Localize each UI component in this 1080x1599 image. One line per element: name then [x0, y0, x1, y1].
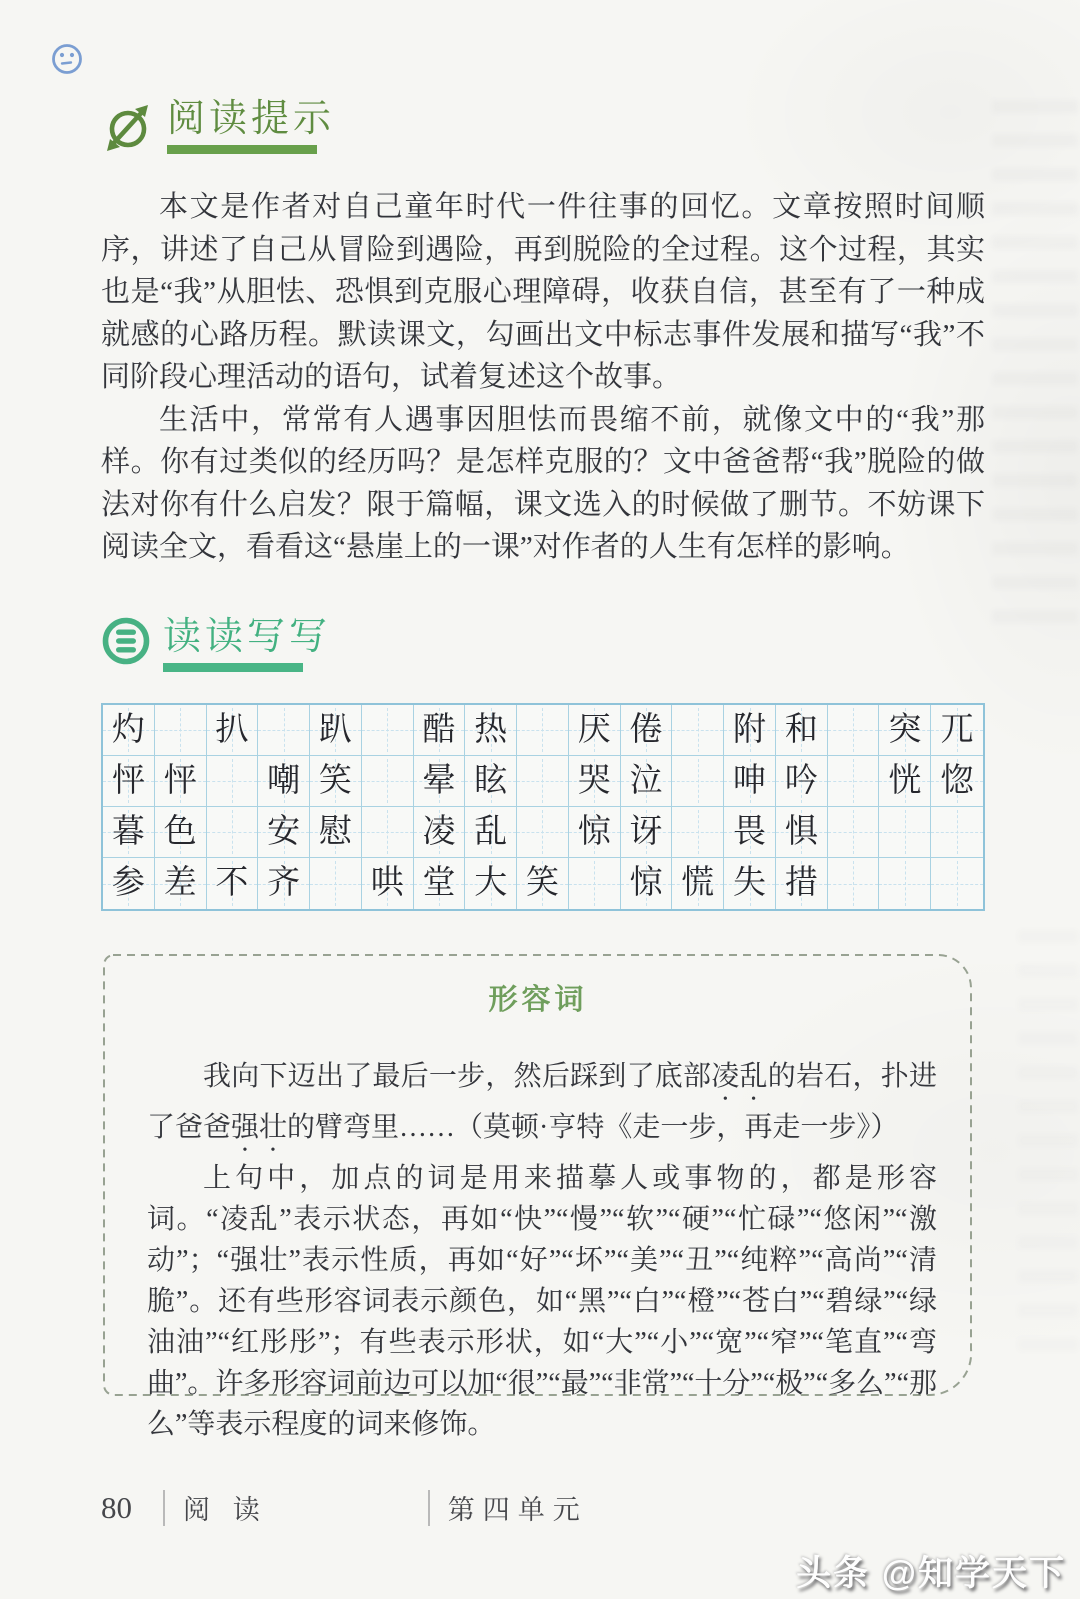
- grid-cell: [879, 858, 931, 909]
- grid-cell: [672, 756, 724, 807]
- list-circle-icon: [101, 616, 151, 671]
- page-bleedthrough-texture: [992, 100, 1078, 640]
- grid-cell: [621, 858, 673, 909]
- practice-character: 晕: [422, 762, 456, 799]
- grid-cell: [724, 858, 776, 909]
- grid-cell: [465, 858, 517, 909]
- practice-character: 失: [733, 865, 767, 901]
- practice-character: 兀: [940, 711, 974, 748]
- grid-cell: [258, 858, 310, 909]
- practice-character: 哄: [370, 865, 404, 901]
- grid-cell: [362, 705, 414, 756]
- grid-cell: [207, 807, 259, 858]
- reading-tips-section: [101, 96, 985, 569]
- practice-character: 灼: [111, 711, 145, 748]
- grid-cell: [621, 756, 673, 807]
- page-bleedthrough-texture: [1018, 930, 1078, 1360]
- practice-character: 慰: [318, 813, 352, 850]
- grid-cell: [362, 756, 414, 807]
- grid-cell: [155, 756, 207, 807]
- adjective-quote: [147, 1056, 937, 1158]
- grid-cell: [103, 705, 155, 756]
- grid-cell: [155, 807, 207, 858]
- practice-character: 热: [474, 711, 508, 748]
- section-title: 阅读提示: [167, 98, 336, 140]
- grid-cell: [879, 705, 931, 756]
- grid-cell: [828, 705, 880, 756]
- page-number: 80: [101, 1489, 132, 1525]
- grid-cell: [724, 807, 776, 858]
- grid-cell: [414, 705, 466, 756]
- grid-cell: [310, 807, 362, 858]
- emphasized-word: 强壮: [231, 1112, 288, 1143]
- grid-cell: [103, 807, 155, 858]
- grid-cell: [776, 807, 828, 858]
- grid-cell: [103, 756, 155, 807]
- grid-cell: [258, 807, 310, 858]
- grid-cell: [258, 705, 310, 756]
- grid-cell: [776, 756, 828, 807]
- grid-cell: [207, 756, 259, 807]
- practice-character: 厌: [577, 711, 611, 748]
- practice-character: 泣: [629, 762, 663, 799]
- grid-cell: [672, 858, 724, 909]
- practice-character: 凌: [422, 813, 456, 850]
- grid-cell: [828, 756, 880, 807]
- grid-cell: [414, 807, 466, 858]
- circular-arrows-icon: [101, 98, 155, 161]
- practice-character: 嘲: [267, 762, 301, 799]
- practice-character: 不: [215, 865, 249, 901]
- grid-cell: [310, 705, 362, 756]
- grid-cell: [258, 756, 310, 807]
- grid-cell: [776, 858, 828, 909]
- practice-character: 倦: [629, 711, 663, 748]
- adjective-explanation: 上句中，加点的词是用来描摹人或事物的，都是形容词。“凌乱”表示状态，再如“快”“慢”“软”“硬”“忙碌”“悠闲”“激动”；“强壮”表示性质，再如“好”“坏”“美”“丑”“纯粹”“高尚”“清脆”。还有些形容词表示颜色，如“黑”“白”“橙”“苍白”“碧绿”“绿油油”“红彤彤”；有些表示形状，如“大”“小”“宽”“窄”“笔直”“弯曲”。许多形容词前边可以加“很”“最”“非常”“十分”“极”“多么”“那么”等表示程度的词来修饰。: [147, 1163, 937, 1440]
- grid-cell: [465, 756, 517, 807]
- grid-cell: [828, 807, 880, 858]
- grid-cell: [517, 705, 569, 756]
- practice-character: 扒: [215, 711, 249, 748]
- grid-cell: [931, 756, 983, 807]
- practice-character: 畏: [733, 813, 767, 850]
- grid-cell: [310, 756, 362, 807]
- read-write-title-block: [163, 614, 331, 672]
- grid-cell: [931, 705, 983, 756]
- practice-character: 参: [111, 865, 145, 901]
- practice-character: 哭: [577, 762, 611, 799]
- practice-character: 暮: [111, 813, 145, 850]
- grid-cell: [776, 705, 828, 756]
- quote-text: 我向下迈出了最后一步，然后踩到了底部: [203, 1061, 712, 1092]
- practice-character: 乱: [474, 813, 508, 850]
- practice-character: 色: [163, 813, 197, 850]
- quote-text: 的岩石，扑进了爸爸: [147, 1061, 937, 1143]
- practice-character: 怦: [111, 762, 145, 799]
- grid-cell: [207, 858, 259, 909]
- practice-character: 笑: [525, 865, 559, 901]
- practice-character: 吟: [784, 762, 818, 799]
- practice-character: 恍: [888, 762, 922, 799]
- grid-cell: [621, 705, 673, 756]
- title-underline: [167, 145, 317, 154]
- smiley-face-icon: [50, 42, 84, 76]
- grid-cell: [207, 705, 259, 756]
- grid-cell: [517, 756, 569, 807]
- grid-cell: [672, 705, 724, 756]
- grid-cell: [879, 756, 931, 807]
- grid-cell: [414, 858, 466, 909]
- emphasized-word: 凌乱: [711, 1061, 768, 1092]
- grid-cell: [569, 756, 621, 807]
- grid-cell: [724, 705, 776, 756]
- read-write-header: [101, 614, 985, 686]
- grid-cell: [362, 807, 414, 858]
- box-title: 形容词: [488, 984, 588, 1016]
- adjective-knowledge-box: [101, 953, 975, 1440]
- practice-character: 眩: [474, 762, 508, 799]
- grid-cell: [465, 807, 517, 858]
- grid-cell: [569, 807, 621, 858]
- section-title: 读读写写: [163, 616, 332, 658]
- grid-cell: [931, 858, 983, 909]
- practice-character: 慌: [681, 865, 715, 901]
- practice-character: 酷: [422, 711, 456, 748]
- practice-character: 措: [784, 865, 818, 901]
- practice-character: 安: [267, 813, 301, 850]
- grid-cell: [155, 705, 207, 756]
- character-practice-grid: [101, 703, 985, 911]
- practice-character: 附: [733, 711, 767, 748]
- grid-cell: [465, 705, 517, 756]
- footer-divider: [163, 1490, 165, 1526]
- reading-tips-header: [101, 96, 985, 168]
- practice-character: 惧: [784, 813, 818, 850]
- grid-cell: [517, 807, 569, 858]
- practice-character: 趴: [318, 711, 352, 748]
- grid-cell: [931, 807, 983, 858]
- grid-cell: [414, 756, 466, 807]
- practice-character: 大: [474, 865, 508, 901]
- grid-cell: [828, 858, 880, 909]
- practice-character: 惊: [629, 865, 663, 901]
- grid-cell: [103, 858, 155, 909]
- reading-tips-paragraph: 生活中，常常有人遇事因胆怯而畏缩不前，就像文中的“我”那样。你有过类似的经历吗？是怎样克服的？文中爸爸帮“我”脱险的做法对你有什么启发？限于篇幅，课文选入的时候做了删节。不妨课下阅读全文，看看这“悬崖上的一课”对作者的人生有怎样的影响。: [101, 403, 985, 563]
- watermark: 头条 @知学天下: [796, 1554, 1066, 1593]
- title-underline: [163, 663, 303, 672]
- grid-cell: [155, 858, 207, 909]
- reading-tips-title-block: [167, 96, 335, 154]
- footer-unit-label: 第四单元: [447, 1495, 588, 1525]
- read-write-section: [101, 614, 985, 911]
- practice-character: 呻: [733, 762, 767, 799]
- grid-cell: [621, 807, 673, 858]
- grid-cell: [724, 756, 776, 807]
- grid-cell: [569, 858, 621, 909]
- quote-text: 的臂弯里……（莫顿·亨特《走一步，再走一步》）: [287, 1112, 899, 1143]
- footer-divider: [428, 1490, 430, 1526]
- practice-character: 齐: [267, 865, 301, 901]
- practice-character: 差: [163, 865, 197, 901]
- practice-character: 讶: [629, 813, 663, 850]
- grid-cell: [310, 858, 362, 909]
- practice-character: 惚: [940, 762, 974, 799]
- practice-character: 怦: [163, 762, 197, 799]
- practice-character: 和: [784, 711, 818, 748]
- footer-section-label: 阅 读: [183, 1495, 268, 1525]
- grid-cell: [362, 858, 414, 909]
- grid-cell: [879, 807, 931, 858]
- reading-tips-paragraph: 本文是作者对自己童年时代一件往事的回忆。文章按照时间顺序，讲述了自己从冒险到遇险，再到脱险的全过程。这个过程，其实也是“我”从胆怯、恐惧到克服心理障碍，收获自信，甚至有了一种成就感的心路历程。默读课文，勾画出文中标志事件发展和描写“我”不同阶段心理活动的语句，试着复述这个故事。: [101, 191, 985, 393]
- practice-character: 堂: [422, 865, 456, 901]
- grid-cell: [517, 858, 569, 909]
- page-footer: [101, 1488, 588, 1527]
- practice-character: 惊: [577, 813, 611, 850]
- grid-cell: [672, 807, 724, 858]
- grid-cell: [569, 705, 621, 756]
- practice-character: 突: [888, 711, 922, 748]
- practice-character: 笑: [318, 762, 352, 799]
